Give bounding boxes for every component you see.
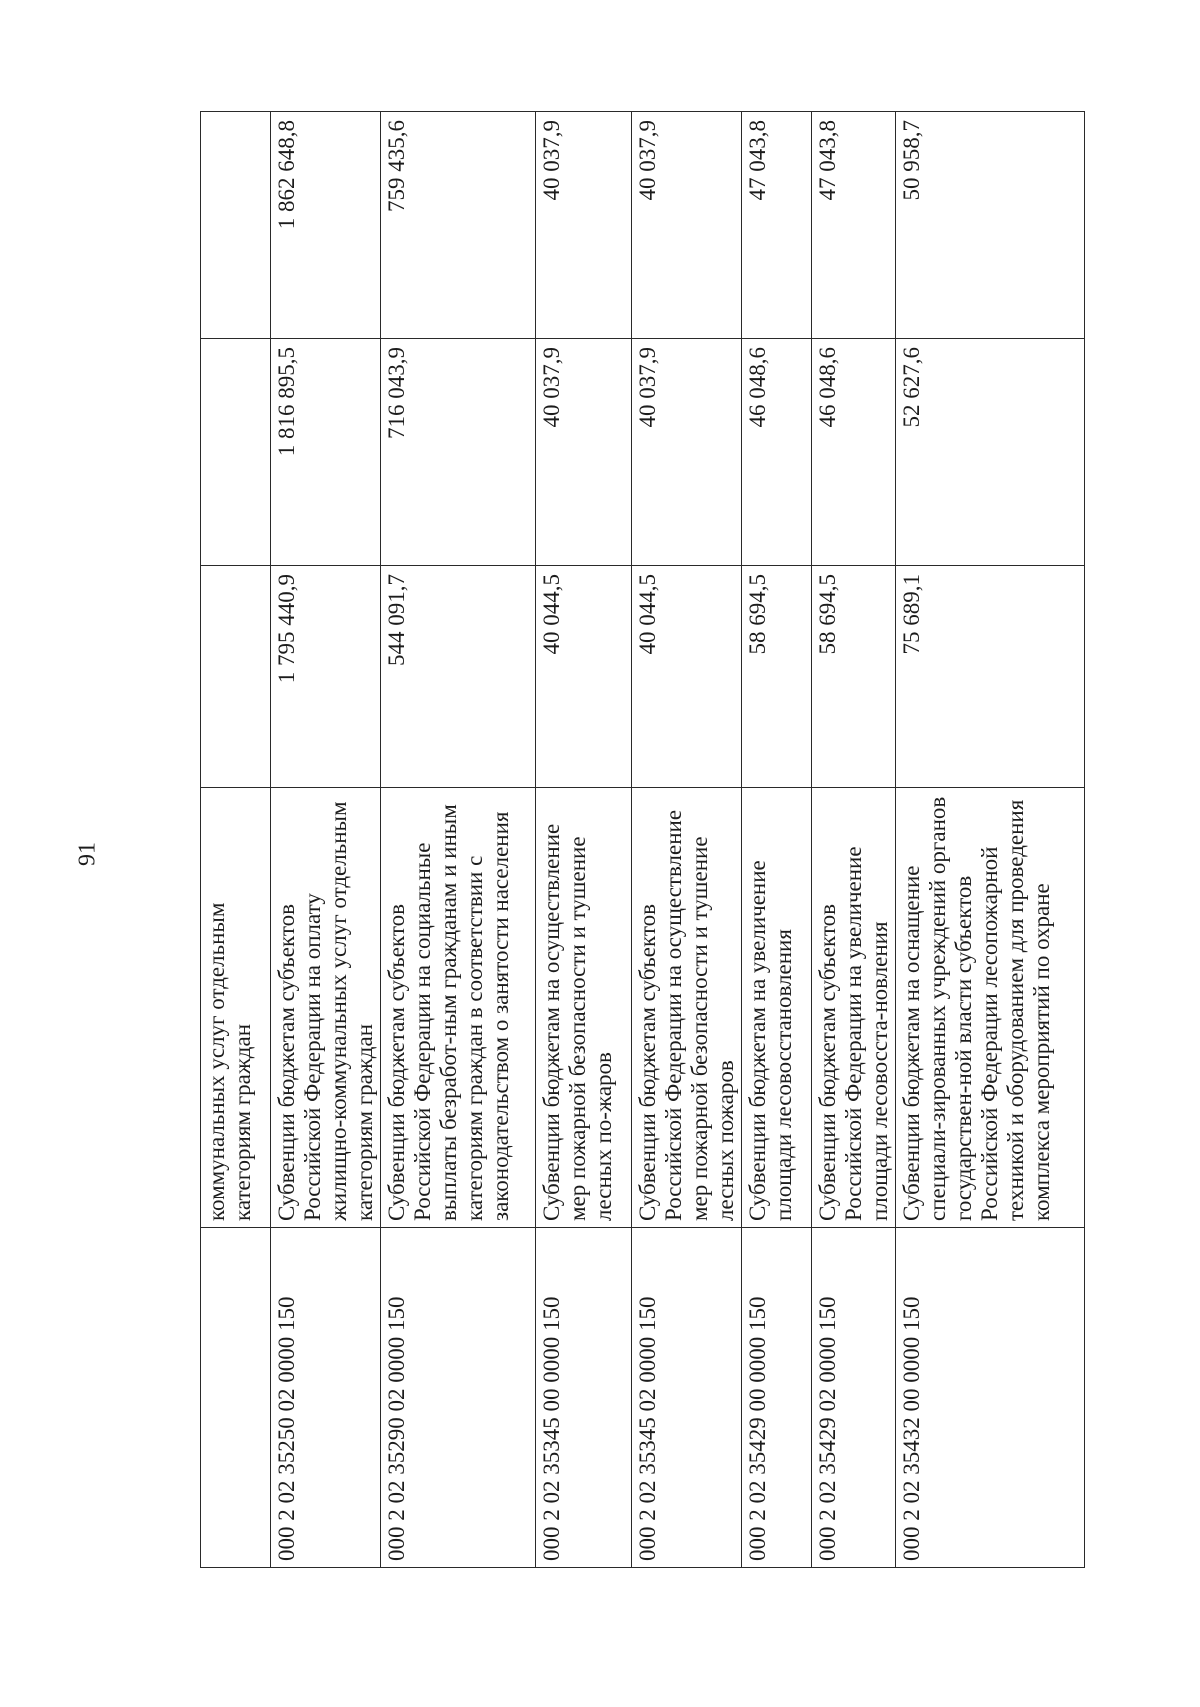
description-cell: Субвенции бюджетам на осуществление мер пожарной безопасности и тушение лесных по-жаров bbox=[536, 788, 632, 1228]
value-cell-1: 1 795 440,9 bbox=[271, 566, 381, 788]
table-row bbox=[271, 112, 381, 1568]
rotated-table-container bbox=[200, 112, 1054, 1568]
page-number-text: 91 bbox=[74, 842, 101, 866]
table-row bbox=[812, 112, 896, 1568]
description-cell: Субвенции бюджетам субъектов Российской Федерации на оплату жилищно-коммунальных услуг отдельным категориям граждан bbox=[271, 788, 381, 1228]
description-cell: Субвенции бюджетам субъектов Российской Федерации на увеличение площади лесовосста-новления bbox=[812, 788, 896, 1228]
value-cell-2: 46 048,6 bbox=[742, 339, 812, 566]
value-cell-3: 47 043,8 bbox=[812, 112, 896, 339]
value-cell-2: 40 037,9 bbox=[536, 339, 632, 566]
value-cell-1: 58 694,5 bbox=[742, 566, 812, 788]
description-cell: Субвенции бюджетам субъектов Российской Федерации на осуществление мер пожарной безопасности и тушение лесных пожаров bbox=[632, 788, 742, 1228]
budget-code-cell bbox=[201, 1228, 271, 1568]
budget-code-cell: 000 2 02 35250 02 0000 150 bbox=[271, 1228, 381, 1568]
description-cell: Субвенции бюджетам на увеличение площади лесовосстановления bbox=[742, 788, 812, 1228]
value-cell-3: 40 037,9 bbox=[536, 112, 632, 339]
table-row bbox=[896, 112, 1085, 1568]
budget-code-cell: 000 2 02 35429 02 0000 150 bbox=[812, 1228, 896, 1568]
value-cell-3: 1 862 648,8 bbox=[271, 112, 381, 339]
value-cell-3: 47 043,8 bbox=[742, 112, 812, 339]
table-row bbox=[632, 112, 742, 1568]
table-row bbox=[381, 112, 536, 1568]
value-cell-2 bbox=[201, 339, 271, 566]
value-cell-1: 58 694,5 bbox=[812, 566, 896, 788]
value-cell-3: 40 037,9 bbox=[632, 112, 742, 339]
budget-code-cell: 000 2 02 35345 02 0000 150 bbox=[632, 1228, 742, 1568]
description-cell: Субвенции бюджетам на оснащение специали-зированных учреждений органов государствен-ной власти субъектов Российской Федерации лесопожарной техникой и оборудованием для проведения комплекса мероприятий по охране bbox=[896, 788, 1085, 1228]
budget-code-cell: 000 2 02 35345 00 0000 150 bbox=[536, 1228, 632, 1568]
value-cell-1: 40 044,5 bbox=[632, 566, 742, 788]
table-row bbox=[742, 112, 812, 1568]
budget-code-cell: 000 2 02 35290 02 0000 150 bbox=[381, 1228, 536, 1568]
value-cell-1 bbox=[201, 566, 271, 788]
value-cell-2: 46 048,6 bbox=[812, 339, 896, 566]
table-row bbox=[536, 112, 632, 1568]
value-cell-3 bbox=[201, 112, 271, 339]
budget-table bbox=[200, 111, 1085, 1568]
value-cell-3: 759 435,6 bbox=[381, 112, 536, 339]
value-cell-2: 52 627,6 bbox=[896, 339, 1085, 566]
description-cell: Субвенции бюджетам субъектов Российской Федерации на социальные выплаты безработ-ным гражданам и иным категориям граждан в соответствии с законодательством о занятости населения bbox=[381, 788, 536, 1228]
value-cell-1: 75 689,1 bbox=[896, 566, 1085, 788]
value-cell-2: 40 037,9 bbox=[632, 339, 742, 566]
value-cell-1: 40 044,5 bbox=[536, 566, 632, 788]
table-row bbox=[201, 112, 271, 1568]
value-cell-2: 1 816 895,5 bbox=[271, 339, 381, 566]
budget-code-cell: 000 2 02 35432 00 0000 150 bbox=[896, 1228, 1085, 1568]
value-cell-3: 50 958,7 bbox=[896, 112, 1085, 339]
budget-code-cell: 000 2 02 35429 00 0000 150 bbox=[742, 1228, 812, 1568]
description-cell: коммунальных услуг отдельным категориям граждан bbox=[201, 788, 271, 1228]
value-cell-2: 716 043,9 bbox=[381, 339, 536, 566]
value-cell-1: 544 091,7 bbox=[381, 566, 536, 788]
